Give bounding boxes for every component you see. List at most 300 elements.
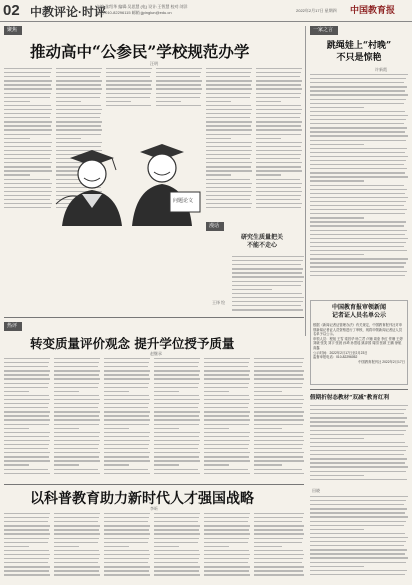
text-line (254, 473, 304, 474)
text-line (254, 546, 282, 547)
text-line (104, 566, 150, 567)
text-line (204, 566, 250, 567)
text-line (256, 195, 301, 196)
text-line (54, 407, 98, 408)
text-line (54, 419, 100, 420)
sidebar-byline: 许新霞 (375, 67, 387, 72)
text-line (56, 105, 101, 106)
text-line (310, 434, 404, 435)
text-line (204, 529, 249, 530)
text-line (4, 154, 51, 155)
text-line (4, 574, 50, 575)
text-line (54, 370, 100, 371)
section-divider-2 (4, 484, 304, 485)
text-line (204, 538, 249, 539)
text-line (56, 80, 102, 81)
text-line (254, 570, 303, 571)
text-line (310, 225, 404, 226)
text-line (206, 203, 252, 204)
text-line (256, 158, 300, 159)
text-line (154, 538, 199, 539)
text-line (310, 205, 404, 206)
text-line (4, 550, 49, 551)
text-line (4, 158, 50, 159)
text-line (256, 146, 301, 147)
text-line (310, 425, 408, 426)
text-line (154, 448, 198, 449)
text-line (310, 250, 407, 251)
text-line (310, 164, 404, 165)
text-line (206, 88, 252, 89)
text-line (104, 525, 150, 526)
text-line (154, 542, 198, 543)
text-line (104, 383, 149, 384)
text-line (4, 183, 52, 184)
text-line (4, 187, 51, 188)
main-article-column-3 (106, 68, 152, 108)
text-line (310, 115, 408, 116)
text-line (156, 101, 181, 102)
text-line (310, 545, 404, 546)
text-line (206, 174, 231, 175)
third-article-column-4 (154, 513, 200, 583)
text-line (256, 154, 301, 155)
text-line (310, 413, 404, 414)
text-line (154, 399, 200, 400)
text-line (54, 558, 99, 559)
text-line (104, 378, 150, 379)
text-line (54, 460, 100, 461)
text-line (156, 80, 202, 81)
bottom-right-body-1 (310, 405, 408, 485)
text-line (232, 276, 304, 277)
text-line (254, 407, 302, 408)
text-line (154, 415, 199, 416)
text-line (154, 391, 179, 392)
text-line (4, 533, 50, 534)
text-line (4, 428, 29, 429)
text-line (256, 183, 302, 184)
text-line (4, 460, 50, 461)
text-line (4, 378, 50, 379)
text-line (206, 113, 251, 114)
text-line (104, 574, 150, 575)
editor-names: 主编:张绍华 编辑:吴思慧 (电) 设计:王智慧 校对:刘洋 (96, 4, 188, 9)
text-line (254, 525, 304, 526)
text-line (4, 121, 52, 122)
text-line (4, 195, 51, 196)
text-line (310, 462, 405, 463)
text-line (232, 264, 301, 265)
text-line (310, 537, 408, 538)
text-line (56, 88, 102, 89)
text-line (4, 125, 51, 126)
main-article-byline: 汪明 (150, 61, 158, 66)
text-line (254, 538, 303, 539)
text-line (4, 456, 49, 457)
text-line (54, 473, 100, 474)
text-line (4, 411, 50, 412)
cartoon-credit: 王铎 绘 (212, 300, 226, 305)
text-line (154, 387, 198, 388)
text-line (256, 68, 302, 69)
text-line (56, 101, 81, 102)
text-line (204, 358, 250, 359)
text-line (154, 428, 179, 429)
text-line (4, 88, 52, 89)
text-line (204, 550, 249, 551)
text-line (206, 80, 252, 81)
text-line (206, 68, 252, 69)
text-line (310, 148, 407, 149)
text-line (4, 162, 52, 163)
text-line (104, 399, 150, 400)
text-line (310, 168, 407, 169)
text-line (204, 460, 250, 461)
text-line (104, 428, 129, 429)
text-line (4, 109, 52, 110)
text-line (310, 193, 405, 194)
text-line (232, 309, 303, 310)
text-line (154, 546, 179, 547)
text-line (54, 436, 99, 437)
text-line (310, 135, 408, 136)
text-line (256, 174, 281, 175)
text-line (104, 550, 149, 551)
text-line (154, 558, 199, 559)
text-line (104, 444, 149, 445)
text-line (254, 415, 303, 416)
text-line (310, 541, 406, 542)
bottom-right-byline: 田晓 (312, 488, 320, 493)
text-line (310, 254, 364, 255)
text-line (4, 84, 51, 85)
text-line (54, 469, 98, 470)
text-line (104, 558, 149, 559)
text-line (4, 166, 51, 167)
text-line (310, 549, 407, 550)
sidebar-title-line-2: 不只是惊艳 (336, 53, 382, 63)
text-line (104, 473, 150, 474)
newspaper-masthead: 中国教育报 (350, 6, 396, 16)
text-line (156, 68, 202, 69)
text-line (4, 374, 49, 375)
text-line (54, 550, 99, 551)
text-line (104, 395, 149, 396)
text-line (104, 424, 149, 425)
text-line (256, 166, 301, 167)
notice-body (313, 323, 405, 364)
second-article-column-4 (154, 358, 200, 482)
text-line (154, 554, 200, 555)
text-line (104, 562, 148, 563)
main-article-column-4 (156, 68, 202, 108)
text-line (4, 72, 51, 73)
sidebar-title (310, 40, 408, 64)
text-line (256, 105, 301, 106)
text-line (154, 473, 200, 474)
text-line (206, 105, 251, 106)
text-line (310, 475, 364, 476)
text-line (154, 464, 179, 465)
text-line (310, 557, 408, 558)
text-line (254, 411, 304, 412)
text-line (206, 72, 251, 73)
text-line (254, 362, 303, 363)
text-line (54, 533, 100, 534)
text-line (256, 162, 302, 163)
text-line (310, 209, 407, 210)
text-line (310, 160, 406, 161)
text-line (204, 366, 248, 367)
text-line (106, 105, 151, 106)
text-line (4, 440, 50, 441)
text-line (310, 201, 406, 202)
text-line (106, 93, 151, 94)
text-line (154, 529, 199, 530)
text-line (206, 207, 251, 208)
text-line (204, 428, 229, 429)
cartoon-caption-line-2: 不能不走心 (246, 242, 277, 249)
text-line (4, 97, 50, 98)
third-article-column-5 (204, 513, 250, 583)
text-line (4, 129, 52, 130)
text-line (254, 378, 304, 379)
text-line (4, 399, 50, 400)
text-line (256, 150, 302, 151)
text-line (54, 452, 100, 453)
text-line (256, 109, 302, 110)
text-line (310, 111, 405, 112)
text-line (256, 129, 302, 130)
text-line (4, 452, 50, 453)
text-line (4, 469, 48, 470)
cartoon-scroll-label: 问题论文 (173, 198, 194, 204)
text-line (310, 90, 405, 91)
text-line (310, 172, 405, 173)
text-line (254, 358, 304, 359)
text-line (206, 179, 250, 180)
text-line (204, 525, 250, 526)
text-line (4, 525, 50, 526)
text-line (104, 538, 149, 539)
notice-footer: 中国教育报刊社 2022年2月17日 (358, 359, 405, 364)
text-line (4, 179, 50, 180)
text-line (310, 78, 406, 79)
notice-tel: 监督举报电话：010-82296052 (313, 355, 358, 360)
text-line (4, 513, 50, 514)
text-line (310, 479, 407, 480)
text-line (4, 101, 30, 102)
text-line (54, 411, 100, 412)
text-line (4, 93, 51, 94)
text-line (104, 403, 149, 404)
text-line (204, 533, 250, 534)
text-line (310, 533, 405, 534)
text-line (4, 146, 51, 147)
text-line (4, 407, 48, 408)
text-line (204, 383, 249, 384)
text-line (310, 504, 404, 505)
text-line (256, 134, 301, 135)
text-line (310, 562, 406, 563)
text-line (156, 84, 201, 85)
text-line (232, 293, 302, 294)
text-line (206, 150, 252, 151)
text-line (4, 464, 29, 465)
text-line (104, 517, 149, 518)
text-line (254, 521, 302, 522)
text-line (310, 234, 405, 235)
text-line (310, 450, 406, 451)
text-line (232, 268, 303, 269)
text-line (4, 117, 50, 118)
text-line (56, 97, 100, 98)
text-line (104, 436, 149, 437)
text-line (256, 101, 281, 102)
text-line (104, 448, 148, 449)
text-line (310, 566, 364, 567)
text-line (204, 452, 250, 453)
text-line (106, 101, 131, 102)
text-line (4, 362, 49, 363)
text-line (154, 452, 200, 453)
text-line (254, 529, 303, 530)
text-line (254, 366, 302, 367)
text-line (204, 513, 250, 514)
main-article-column-5 (206, 68, 252, 218)
text-line (156, 72, 201, 73)
text-line (154, 517, 199, 518)
text-line (206, 199, 250, 200)
text-line (4, 517, 49, 518)
second-article-title: 转变质量评价观念 提升学位授予质量 (30, 336, 235, 351)
text-line (104, 469, 148, 470)
text-line (54, 399, 100, 400)
text-line (254, 399, 304, 400)
text-line (154, 378, 200, 379)
cartoon-commentary (232, 256, 304, 316)
text-line (104, 521, 148, 522)
text-line (206, 97, 250, 98)
text-line (256, 97, 300, 98)
main-article-column-1 (4, 68, 52, 218)
text-line (156, 93, 201, 94)
text-line (54, 538, 99, 539)
text-line (56, 72, 101, 73)
text-line (54, 387, 98, 388)
text-line (154, 403, 199, 404)
text-line (256, 113, 301, 114)
text-line (204, 391, 229, 392)
cartoon-caption (232, 234, 292, 250)
text-line (256, 203, 302, 204)
text-line (204, 542, 248, 543)
text-line (4, 546, 29, 547)
text-line (204, 444, 249, 445)
text-line (106, 88, 152, 89)
text-line (206, 117, 250, 118)
text-line (104, 570, 149, 571)
text-line (204, 374, 249, 375)
text-line (206, 142, 252, 143)
text-line (54, 391, 79, 392)
text-line (256, 88, 302, 89)
text-line (4, 529, 49, 530)
text-line (104, 460, 150, 461)
text-line (104, 546, 129, 547)
cartoon-caption-line-1: 研究生质量把关 (240, 234, 283, 241)
text-line (254, 566, 304, 567)
third-article-column-3 (104, 513, 150, 583)
sidebar-title-line-1: 跳绳娃上“村晚” (326, 41, 392, 51)
text-line (104, 415, 149, 416)
text-line (310, 103, 404, 104)
text-line (156, 105, 201, 106)
text-line (310, 430, 406, 431)
text-line (104, 440, 150, 441)
text-line (104, 452, 150, 453)
sidebar-article-body (310, 74, 408, 284)
text-line (54, 403, 99, 404)
text-line (206, 162, 252, 163)
text-line (310, 131, 405, 132)
text-line (4, 191, 52, 192)
text-line (154, 513, 200, 514)
notice-names: 申领人员：程旭 王雪 梁昌华 杨兰君 卢姗 周奎 李红 佟珊 王婷 刘晓 张笑 刘宇 张晨 孙琦 孙思瑶 姚泽园 周园 张颖 王鹏 徐航 高鑫 (313, 336, 403, 350)
text-line (206, 146, 251, 147)
text-line (104, 411, 150, 412)
text-line (310, 246, 404, 247)
text-line (204, 399, 250, 400)
text-line (54, 554, 100, 555)
text-line (310, 213, 405, 214)
text-line (106, 72, 151, 73)
editorial-cartoon (52, 108, 204, 228)
text-line (4, 554, 50, 555)
text-line (54, 464, 79, 465)
text-line (254, 452, 304, 453)
main-article-title: 推动高中“公参民”学校规范办学 (30, 42, 250, 61)
section-tag-main: 聚焦 (4, 26, 22, 35)
text-line (54, 542, 98, 543)
text-line (104, 529, 149, 530)
text-line (310, 525, 404, 526)
text-line (4, 170, 52, 171)
text-line (4, 370, 50, 371)
text-line (254, 444, 303, 445)
text-line (4, 383, 49, 384)
text-line (154, 366, 198, 367)
text-line (54, 521, 98, 522)
text-line (4, 424, 49, 425)
text-line (206, 183, 252, 184)
text-line (54, 358, 100, 359)
text-line (4, 432, 50, 433)
text-line (254, 436, 303, 437)
text-line (204, 407, 248, 408)
section-title: 中教评论·时评 (30, 5, 106, 19)
text-line (4, 566, 50, 567)
text-line (204, 370, 250, 371)
text-line (4, 444, 49, 445)
text-line (254, 448, 302, 449)
column-divider (305, 26, 306, 336)
text-line (4, 134, 51, 135)
text-line (204, 403, 249, 404)
text-line (206, 138, 231, 139)
notice-period: 公示时间：2022年2月17日至2月23日 (313, 350, 368, 355)
